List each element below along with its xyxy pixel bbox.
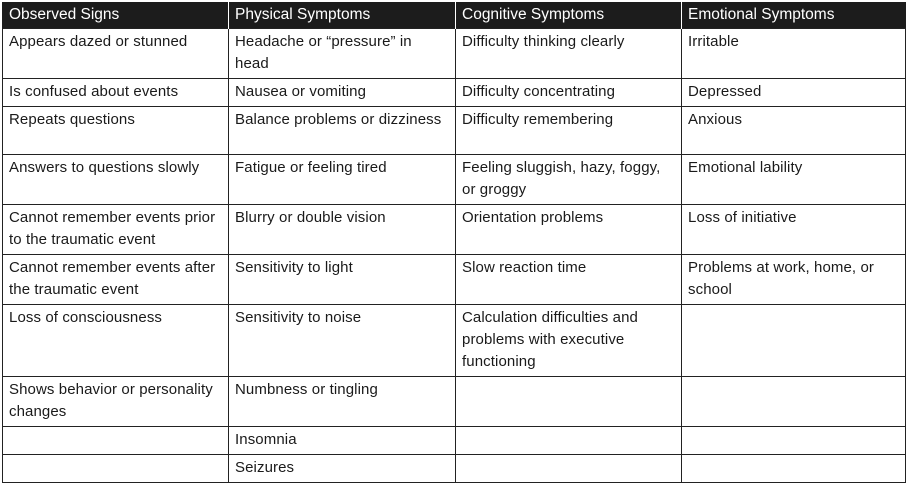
- table-cell: Cannot remember events prior to the traumatic event: [3, 205, 229, 255]
- table-cell: Anxious: [682, 107, 906, 155]
- table-cell: Fatigue or feeling tired: [229, 155, 456, 205]
- table-row: [3, 205, 906, 255]
- table-cell: Difficulty remembering: [456, 107, 682, 155]
- table-cell: Difficulty thinking clearly: [456, 29, 682, 79]
- table-cell: [682, 427, 906, 455]
- header-observed-signs: Observed Signs: [3, 2, 229, 29]
- table-row: [3, 427, 906, 455]
- table-row: [3, 305, 906, 377]
- table-cell: Difficulty concentrating: [456, 79, 682, 107]
- table-cell: [456, 377, 682, 427]
- table-cell: Loss of consciousness: [3, 305, 229, 377]
- table-row: [3, 79, 906, 107]
- table-row: [3, 377, 906, 427]
- table-cell: Numbness or tingling: [229, 377, 456, 427]
- table-cell: Is confused about events: [3, 79, 229, 107]
- table-cell: Depressed: [682, 79, 906, 107]
- table-cell: [456, 427, 682, 455]
- header-row: [3, 2, 906, 29]
- table-cell: Appears dazed or stunned: [3, 29, 229, 79]
- table-cell: Sensitivity to light: [229, 255, 456, 305]
- table-cell: Calculation difficulties and problems with executive functioning: [456, 305, 682, 377]
- table-cell: Balance problems or dizziness: [229, 107, 456, 155]
- table-row: [3, 155, 906, 205]
- table-cell: Sensitivity to noise: [229, 305, 456, 377]
- table-row: [3, 29, 906, 79]
- table-cell: [682, 455, 906, 483]
- table-cell: [3, 427, 229, 455]
- table-cell: Irritable: [682, 29, 906, 79]
- table-cell: Loss of initiative: [682, 205, 906, 255]
- table-cell: Problems at work, home, or school: [682, 255, 906, 305]
- table-header: [3, 2, 906, 29]
- header-cognitive-symptoms: Cognitive Symptoms: [456, 2, 682, 29]
- header-physical-symptoms: Physical Symptoms: [229, 2, 456, 29]
- table-cell: [682, 305, 906, 377]
- table-cell: Emotional lability: [682, 155, 906, 205]
- table-cell: Slow reaction time: [456, 255, 682, 305]
- table-cell: Cannot remember events after the traumatic event: [3, 255, 229, 305]
- table-cell: Shows behavior or personality changes: [3, 377, 229, 427]
- table-cell: Repeats questions: [3, 107, 229, 155]
- header-emotional-symptoms: Emotional Symptoms: [682, 2, 906, 29]
- table-cell: [456, 455, 682, 483]
- symptoms-table: [2, 2, 906, 483]
- table-row: [3, 255, 906, 305]
- table-cell: Blurry or double vision: [229, 205, 456, 255]
- table-cell: Feeling sluggish, hazy, foggy, or groggy: [456, 155, 682, 205]
- table-body: [3, 29, 906, 483]
- table-cell: Seizures: [229, 455, 456, 483]
- table-cell: Nausea or vomiting: [229, 79, 456, 107]
- table-row: [3, 107, 906, 155]
- table-cell: Orientation problems: [456, 205, 682, 255]
- table-cell: [682, 377, 906, 427]
- table-cell: Headache or “pressure” in head: [229, 29, 456, 79]
- table-row: [3, 455, 906, 483]
- table-cell: [3, 455, 229, 483]
- table-cell: Answers to questions slowly: [3, 155, 229, 205]
- table-cell: Insomnia: [229, 427, 456, 455]
